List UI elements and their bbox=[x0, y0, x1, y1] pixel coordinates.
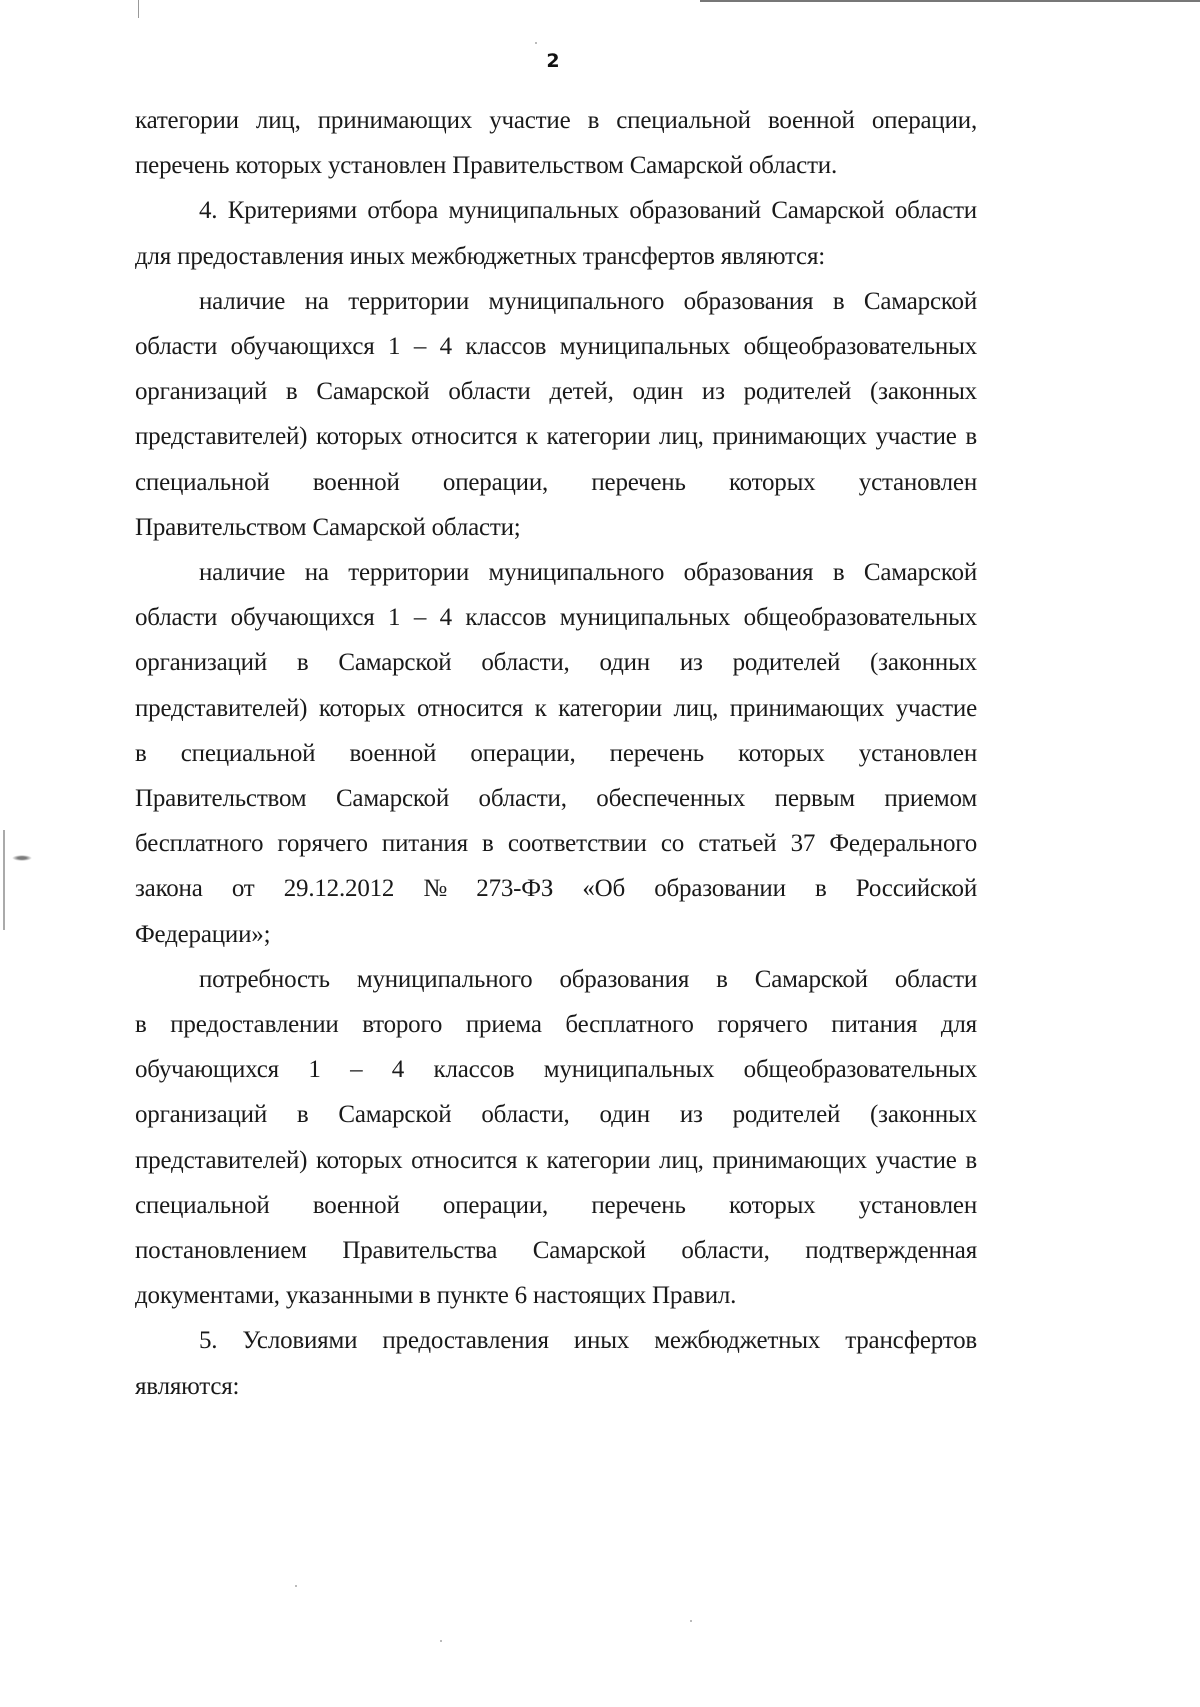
text-line: Правительством Самарской области, обеспеченных первым приемом bbox=[135, 785, 977, 813]
text-line: специальной военной операции, перечень которых установлен bbox=[135, 468, 977, 496]
text-line: в предоставлении второго приема бесплатного горячего питания для bbox=[135, 1011, 977, 1039]
text-line: документами, указанными в пункте 6 настоящих Правил. bbox=[135, 1282, 737, 1310]
text-line: постановлением Правительства Самарской области, подтвержденная bbox=[135, 1237, 977, 1265]
text-line: являются: bbox=[135, 1372, 240, 1400]
scan-artifact-dot bbox=[535, 42, 537, 44]
text-line: области обучающихся 1 – 4 классов муниципальных общеобразовательных bbox=[135, 333, 977, 361]
text-line: бесплатного горячего питания в соответствии со статьей 37 Федерального bbox=[135, 830, 977, 858]
text-line: перечень которых установлен Правительством Самарской области. bbox=[135, 152, 838, 180]
text-line: категории лиц, принимающих участие в специальной военной операции, bbox=[135, 107, 977, 134]
scan-artifact-left-edge bbox=[3, 830, 5, 930]
criterion-1-start: наличие на территории муниципального образования в Самарской bbox=[199, 287, 977, 315]
text-line: Правительством Самарской области; bbox=[135, 513, 521, 541]
scan-artifact-dot bbox=[440, 1640, 442, 1642]
scan-artifact-speck bbox=[12, 855, 32, 861]
text-line: специальной военной операции, перечень которых установлен bbox=[135, 1191, 977, 1219]
text-line: представителей) которых относится к категории лиц, принимающих участие в bbox=[135, 423, 977, 451]
text-line: организаций в Самарской области детей, один из родителей (законных bbox=[135, 378, 977, 406]
criterion-2-start: наличие на территории муниципального образования в Самарской bbox=[199, 559, 977, 587]
scan-artifact-dot bbox=[690, 1620, 692, 1622]
scan-artifact-tick bbox=[138, 0, 139, 18]
text-line: закона от 29.12.2012 № 273-ФЗ «Об образовании в Российской bbox=[135, 875, 977, 903]
text-line: области обучающихся 1 – 4 классов муниципальных общеобразовательных bbox=[135, 604, 977, 632]
scan-artifact-dot bbox=[295, 1585, 297, 1587]
text-line: для предоставления иных межбюджетных трансфертов являются: bbox=[135, 242, 825, 270]
text-line: в специальной военной операции, перечень которых установлен bbox=[135, 739, 977, 767]
text-line: представителей) которых относится к категории лиц, принимающих участие bbox=[135, 694, 977, 722]
text-line: организаций в Самарской области, один из родителей (законных bbox=[135, 649, 977, 677]
text-line: организаций в Самарской области, один из родителей (законных bbox=[135, 1101, 977, 1129]
paragraph-5-heading: 5. Условиями предоставления иных межбюджетных трансфертов bbox=[199, 1327, 977, 1355]
paragraph-4-heading: 4. Критериями отбора муниципальных образований Самарской области bbox=[199, 197, 977, 225]
text-line: представителей) которых относится к категории лиц, принимающих участие в bbox=[135, 1146, 977, 1174]
text-line: Федерации»; bbox=[135, 920, 271, 948]
document-body bbox=[135, 98, 977, 1409]
text-line: обучающихся 1 – 4 классов муниципальных общеобразовательных bbox=[135, 1056, 977, 1084]
page-number: 2 bbox=[546, 50, 560, 72]
scan-artifact-top-line bbox=[700, 0, 1200, 2]
criterion-3-start: потребность муниципального образования в Самарской области bbox=[199, 965, 977, 993]
